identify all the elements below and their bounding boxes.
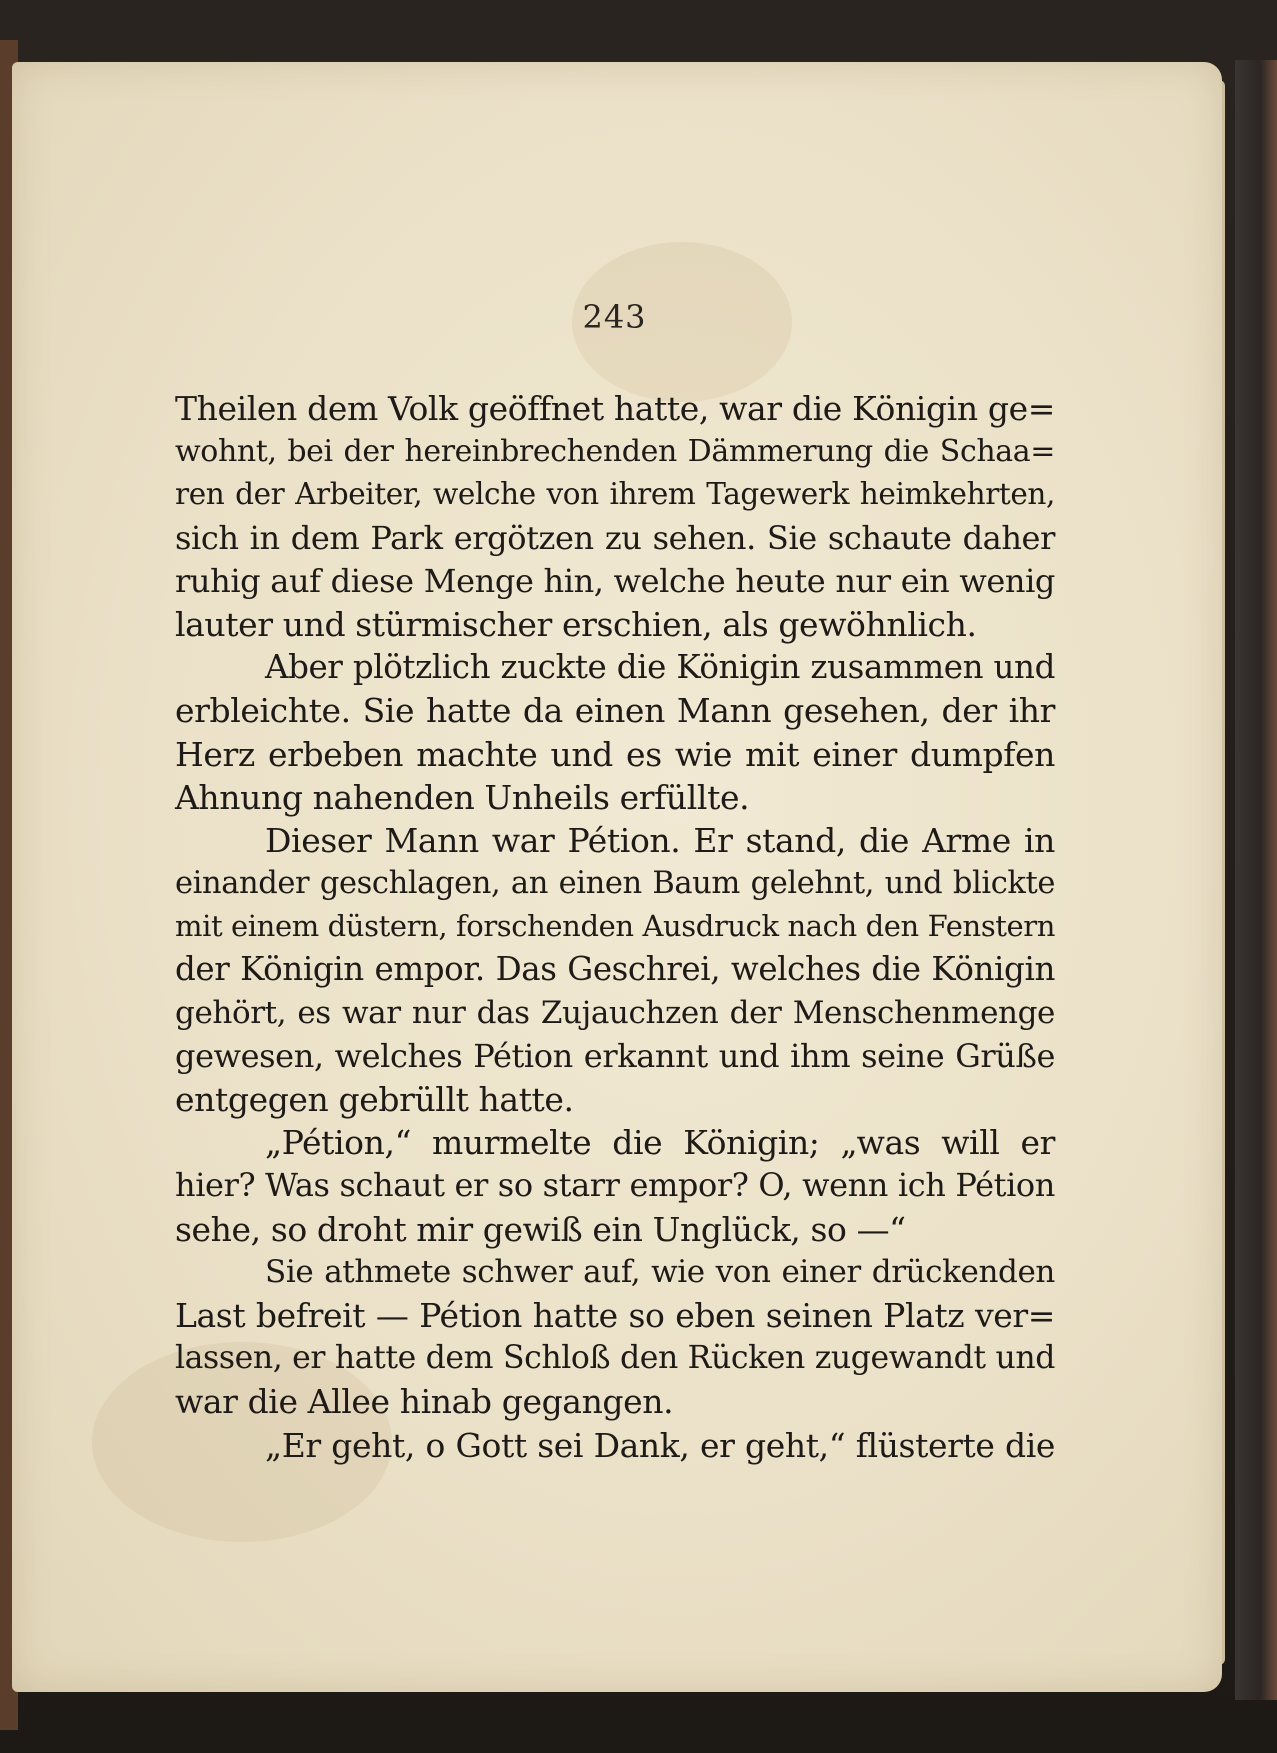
text-line: mit einem düstern, forschenden Ausdruck nach den Fenstern <box>175 909 1056 944</box>
text-line: der Königin empor. Das Geschrei, welches die Königin <box>175 950 1055 989</box>
text-line: entgegen gebrüllt hatte. <box>175 1080 574 1119</box>
text-line: war die Allee hinab gegangen. <box>175 1382 674 1422</box>
text-line: lassen, er hatte dem Schloß den Rücken zugewandt und <box>175 1340 1055 1377</box>
page-number: 243 <box>582 298 647 336</box>
text-line: ruhig auf diese Menge hin, welche heute nur ein wenig <box>175 561 1055 600</box>
text-line: wohnt, bei der hereinbrechenden Dämmerung die Schaa= <box>175 434 1055 470</box>
text-line: Sie athmete schwer auf, wie von einer drückenden <box>265 1253 1055 1290</box>
text-line: lauter und stürmischer erschien, als gewöhnlich. <box>175 604 977 644</box>
text-line: sich in dem Park ergötzen zu sehen. Sie schaute daher <box>175 518 1055 557</box>
text-line: gehört, es war nur das Zujauchzen der Menschenmenge <box>175 994 1055 1031</box>
text-line: erbleichte. Sie hatte da einen Mann gesehen, der ihr <box>175 691 1055 731</box>
text-line: sehe, so droht mir gewiß ein Unglück, so —“ <box>175 1209 906 1249</box>
text-line: Last befreit — Pétion hatte so eben seinen Platz ver= <box>175 1295 1055 1335</box>
text-line: hier? Was schaut er so starr empor? O, wenn ich Pétion <box>175 1166 1055 1205</box>
text-line: Herz erbeben machte und es wie mit einer dumpfen <box>175 734 1055 774</box>
text-line: Aber plötzlich zuckte die Königin zusammen und <box>265 648 1055 687</box>
text-line: Ahnung nahenden Unheils erfüllte. <box>175 777 750 817</box>
body-text <box>175 387 1055 1467</box>
book-page <box>12 62 1222 1692</box>
text-line: Theilen dem Volk geöffnet hatte, war die Königin ge= <box>175 389 1055 428</box>
book-cover-right-edge <box>1235 60 1277 1700</box>
text-line: „Pétion,“ murmelte die Königin; „was will er <box>265 1123 1055 1163</box>
text-line: ren der Arbeiter, welche von ihrem Tagewerk heimkehrten, <box>175 477 1055 512</box>
text-line: Dieser Mann war Pétion. Er stand, die Arme in <box>265 820 1055 860</box>
text-line: einander geschlagen, an einen Baum gelehnt, und blickte <box>175 866 1055 902</box>
text-line: gewesen, welches Pétion erkannt und ihm seine Grüße <box>175 1036 1055 1075</box>
text-line: „Er geht, o Gott sei Dank, er geht,“ flüsterte die <box>265 1425 1055 1465</box>
